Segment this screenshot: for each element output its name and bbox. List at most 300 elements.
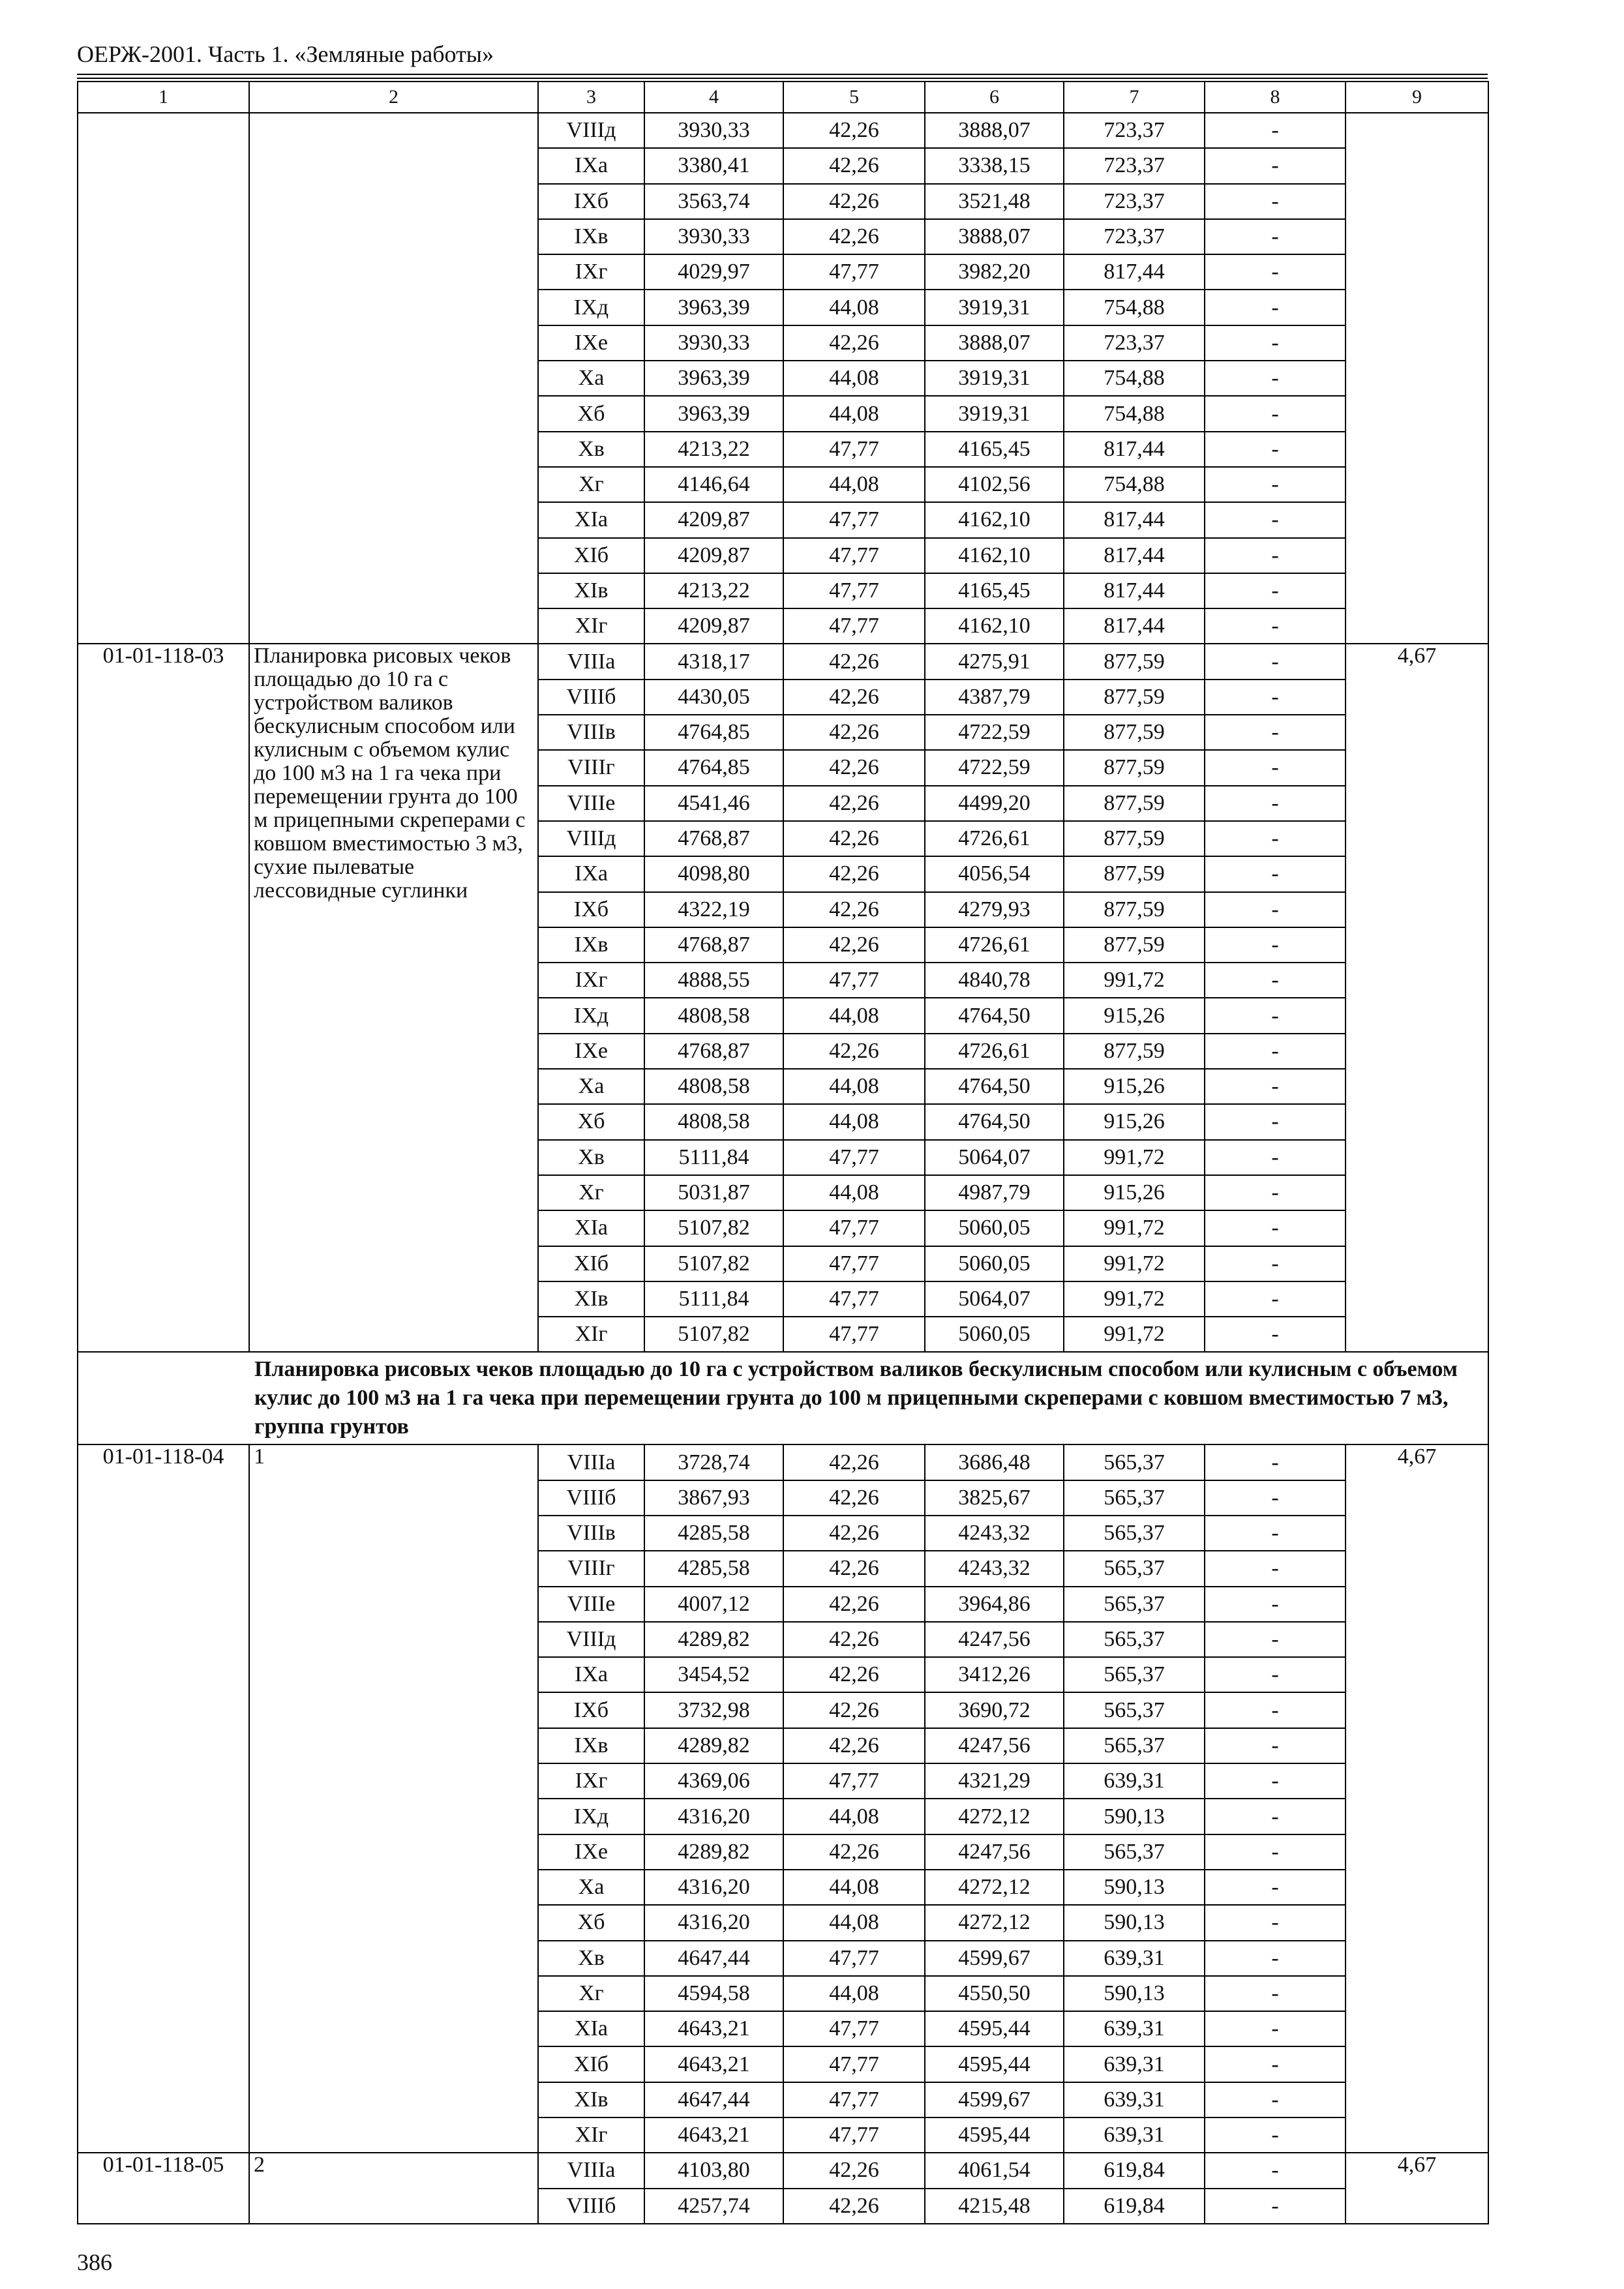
table-cell: 817,44 [1064, 502, 1205, 537]
rate-code [78, 113, 249, 644]
table-cell: Xг [538, 1175, 644, 1210]
table-cell: 42,26 [783, 1622, 925, 1657]
table-cell: 4215,48 [925, 2189, 1064, 2224]
table-cell: 877,59 [1064, 680, 1205, 715]
table-cell: - [1205, 1657, 1346, 1692]
table-cell: 565,37 [1064, 1516, 1205, 1551]
table-cell: 817,44 [1064, 254, 1205, 290]
column-header: 1 [78, 82, 249, 113]
table-cell: 42,26 [783, 1480, 925, 1516]
table-cell: XIб [538, 1246, 644, 1281]
table-cell: 42,26 [783, 325, 925, 361]
table-cell: 47,77 [783, 963, 925, 998]
table-cell: - [1205, 1728, 1346, 1763]
table-cell: 619,84 [1064, 2189, 1205, 2224]
table-cell: 4768,87 [644, 821, 783, 856]
document-header: ОЕРЖ-2001. Часть 1. «Земляные работы» [77, 41, 494, 67]
table-cell: - [1205, 1692, 1346, 1728]
table-cell: 47,77 [783, 1281, 925, 1317]
work-description [249, 113, 538, 644]
table-cell: - [1205, 113, 1346, 148]
table-cell: 915,26 [1064, 1104, 1205, 1139]
table-cell: 590,13 [1064, 1976, 1205, 2011]
table-cell: Xг [538, 1976, 644, 2011]
column-header: 7 [1064, 82, 1205, 113]
table-cell: 723,37 [1064, 148, 1205, 183]
table-cell: 565,37 [1064, 1692, 1205, 1728]
table-cell: 47,77 [783, 2117, 925, 2153]
table-cell: 4056,54 [925, 856, 1064, 891]
table-cell: 4764,50 [925, 998, 1064, 1033]
table-cell: 754,88 [1064, 290, 1205, 325]
table-cell: 4599,67 [925, 2082, 1064, 2117]
table-cell: 4768,87 [644, 1034, 783, 1069]
table-cell: 723,37 [1064, 325, 1205, 361]
table-cell: IXб [538, 892, 644, 927]
table-cell: IXд [538, 1799, 644, 1834]
table-cell: 5107,82 [644, 1246, 783, 1281]
table-cell: 4647,44 [644, 2082, 783, 2117]
table-cell: 44,08 [783, 396, 925, 431]
table-cell: - [1205, 892, 1346, 927]
table-cell: 4007,12 [644, 1587, 783, 1622]
table-cell: 877,59 [1064, 715, 1205, 750]
table-cell: - [1205, 254, 1346, 290]
table-cell: - [1205, 2153, 1346, 2188]
table-cell: 4387,79 [925, 680, 1064, 715]
table-cell: 42,26 [783, 1834, 925, 1870]
table-cell: - [1205, 1281, 1346, 1317]
table-cell: 991,72 [1064, 1140, 1205, 1175]
table-cell: 42,26 [783, 856, 925, 891]
table-cell: 4316,20 [644, 1870, 783, 1905]
column-header: 4 [644, 82, 783, 113]
column-header: 6 [925, 82, 1064, 113]
table-cell: VIIIг [538, 1551, 644, 1586]
table-cell: 42,26 [783, 786, 925, 821]
table-cell: 4318,17 [644, 644, 783, 679]
table-cell: 877,59 [1064, 644, 1205, 679]
table-cell: - [1205, 325, 1346, 361]
column-header: 3 [538, 82, 644, 113]
table-cell: 4289,82 [644, 1622, 783, 1657]
table-cell: 565,37 [1064, 1587, 1205, 1622]
table-cell: 590,13 [1064, 1799, 1205, 1834]
table-cell: 4888,55 [644, 963, 783, 998]
table-cell: 4247,56 [925, 1622, 1064, 1657]
table-cell: 3563,74 [644, 184, 783, 219]
table-cell: 4243,32 [925, 1516, 1064, 1551]
table-cell: IXб [538, 1692, 644, 1728]
table-row [78, 2153, 1488, 2188]
table-cell: 4098,80 [644, 856, 783, 891]
table-cell: Xа [538, 1870, 644, 1905]
table-cell: 5064,07 [925, 1140, 1064, 1175]
table-cell: IXв [538, 219, 644, 254]
table-cell: 565,37 [1064, 1657, 1205, 1692]
table-cell: 877,59 [1064, 856, 1205, 891]
table-cell: - [1205, 538, 1346, 573]
table-cell: 47,77 [783, 2082, 925, 2117]
section-title: Планировка рисовых чеков площадью до 10 га с устройством валиков бескулисным способом или кулисным с объемом кулис до 100 м3 на 1 га чека при перемещении грунта до 100 м прицепными скреперами с ковшом вместимостью 7 м3, группа грунтов [249, 1352, 1488, 1444]
table-cell: Xб [538, 396, 644, 431]
table-cell: 47,77 [783, 1763, 925, 1799]
table-cell: 4643,21 [644, 2046, 783, 2082]
coefficient-cell: 4,67 [1346, 1444, 1488, 2153]
column-header: 5 [783, 82, 925, 113]
table-cell: - [1205, 432, 1346, 467]
table-cell: 44,08 [783, 1905, 925, 1940]
table-cell: 44,08 [783, 998, 925, 1033]
column-header: 9 [1346, 82, 1488, 113]
table-cell: 565,37 [1064, 1622, 1205, 1657]
table-cell: 4272,12 [925, 1905, 1064, 1940]
table-cell: - [1205, 750, 1346, 785]
table-cell: VIIIб [538, 1480, 644, 1516]
table-cell: 3888,07 [925, 325, 1064, 361]
table-cell: 42,26 [783, 2153, 925, 2188]
table-cell: 991,72 [1064, 1210, 1205, 1246]
table-cell: 44,08 [783, 1104, 925, 1139]
table-cell: 565,37 [1064, 1551, 1205, 1586]
table-cell: 44,08 [783, 1069, 925, 1104]
table-cell: Xб [538, 1104, 644, 1139]
table-cell: 4061,54 [925, 2153, 1064, 2188]
table-cell: IXа [538, 1657, 644, 1692]
table-cell: 4726,61 [925, 821, 1064, 856]
table-cell: 47,77 [783, 432, 925, 467]
table-cell: XIг [538, 1317, 644, 1352]
column-header: 8 [1205, 82, 1346, 113]
table-cell: - [1205, 1587, 1346, 1622]
table-cell: - [1205, 502, 1346, 537]
table-cell: 42,26 [783, 1728, 925, 1763]
table-cell: 915,26 [1064, 1175, 1205, 1210]
table-cell: Xг [538, 467, 644, 502]
table-cell: - [1205, 467, 1346, 502]
table-cell: 42,26 [783, 1551, 925, 1586]
table-cell: 3930,33 [644, 113, 783, 148]
table-cell: IXд [538, 998, 644, 1033]
table-body [78, 82, 1488, 2224]
table-cell: - [1205, 1941, 1346, 1976]
table-cell: 3412,26 [925, 1657, 1064, 1692]
table-cell: 4808,58 [644, 1069, 783, 1104]
table-cell: IXб [538, 184, 644, 219]
table-cell: 877,59 [1064, 750, 1205, 785]
table-cell: 4209,87 [644, 502, 783, 537]
table-cell: 723,37 [1064, 113, 1205, 148]
table-cell: 3690,72 [925, 1692, 1064, 1728]
table-cell: VIIIа [538, 1444, 644, 1480]
table-cell: 44,08 [783, 1976, 925, 2011]
table-cell: 4243,32 [925, 1551, 1064, 1586]
work-description: 2 [249, 2153, 538, 2224]
table-cell: 4764,50 [925, 1104, 1064, 1139]
table-cell: 4162,10 [925, 608, 1064, 644]
table-cell: XIб [538, 2046, 644, 2082]
table-cell: 4321,29 [925, 1763, 1064, 1799]
table-cell: 4213,22 [644, 573, 783, 608]
table-cell: - [1205, 1905, 1346, 1940]
table-cell: 590,13 [1064, 1905, 1205, 1940]
work-description: 1 [249, 1444, 538, 2153]
table-cell: 44,08 [783, 1175, 925, 1210]
table-cell: - [1205, 1034, 1346, 1069]
table-cell: IXг [538, 1763, 644, 1799]
table-cell: 639,31 [1064, 2011, 1205, 2046]
table-cell: VIIIв [538, 1516, 644, 1551]
table-cell: 5060,05 [925, 1246, 1064, 1281]
table-cell: 639,31 [1064, 2117, 1205, 2153]
table-cell: 619,84 [1064, 2153, 1205, 2188]
table-cell: - [1205, 1069, 1346, 1104]
table-cell: 4322,19 [644, 892, 783, 927]
table-cell: VIIIе [538, 786, 644, 821]
table-cell: 3454,52 [644, 1657, 783, 1692]
table-cell: VIIIб [538, 2189, 644, 2224]
table-cell: - [1205, 608, 1346, 644]
table-cell: 4643,21 [644, 2117, 783, 2153]
rate-code: 01-01-118-05 [78, 2153, 249, 2224]
table-cell: 4289,82 [644, 1834, 783, 1870]
table-cell: 4257,74 [644, 2189, 783, 2224]
table-cell: - [1205, 2189, 1346, 2224]
table-cell: - [1205, 715, 1346, 750]
table-cell: Xв [538, 1941, 644, 1976]
table-cell: 877,59 [1064, 927, 1205, 963]
table-cell: - [1205, 821, 1346, 856]
table-cell: XIв [538, 573, 644, 608]
table-cell: 639,31 [1064, 1941, 1205, 1976]
table-cell: - [1205, 1444, 1346, 1480]
table-cell: VIIIд [538, 1622, 644, 1657]
table-cell: 42,26 [783, 113, 925, 148]
table-cell: 42,26 [783, 750, 925, 785]
table-cell: - [1205, 361, 1346, 396]
work-description: Планировка рисовых чеков площадью до 10 га с устройством валиков бескулисным способом или кулисным с объемом кулис до 100 м3 на 1 га чека при перемещении грунта до 100 м прицепными скреперами с ковшом вместимостью 3 м3, сухие пылеватые лессовидные суглинки [249, 644, 538, 1352]
table-cell: 3930,33 [644, 325, 783, 361]
table-cell: 5111,84 [644, 1140, 783, 1175]
table-cell: 991,72 [1064, 1317, 1205, 1352]
table-cell: 4595,44 [925, 2117, 1064, 2153]
table-cell: - [1205, 573, 1346, 608]
table-cell: 4764,50 [925, 1069, 1064, 1104]
table-cell: 915,26 [1064, 998, 1205, 1033]
coefficient-cell: 4,67 [1346, 2153, 1488, 2224]
table-cell: 565,37 [1064, 1728, 1205, 1763]
table-cell: - [1205, 680, 1346, 715]
rate-code: 01-01-118-04 [78, 1444, 249, 2153]
table-cell: VIIIв [538, 715, 644, 750]
table-cell: 42,26 [783, 821, 925, 856]
table-cell: 4550,50 [925, 1976, 1064, 2011]
table-cell: 42,26 [783, 219, 925, 254]
table-cell: 590,13 [1064, 1870, 1205, 1905]
table-cell: 44,08 [783, 467, 925, 502]
rates-table [77, 81, 1489, 2224]
table-cell: 42,26 [783, 1444, 925, 1480]
table-cell: - [1205, 1104, 1346, 1139]
table-cell: 3888,07 [925, 219, 1064, 254]
table-cell: - [1205, 1140, 1346, 1175]
table-cell: 4289,82 [644, 1728, 783, 1763]
table-cell: 817,44 [1064, 432, 1205, 467]
table-cell: 47,77 [783, 2046, 925, 2082]
table-cell: - [1205, 290, 1346, 325]
table-cell: 4165,45 [925, 573, 1064, 608]
table-cell: Xа [538, 1069, 644, 1104]
table-cell: - [1205, 1516, 1346, 1551]
table-cell: 4768,87 [644, 927, 783, 963]
table-cell: 3930,33 [644, 219, 783, 254]
table-cell: IXв [538, 1728, 644, 1763]
table-cell: XIа [538, 1210, 644, 1246]
table-cell: Xв [538, 1140, 644, 1175]
table-cell: 4764,85 [644, 715, 783, 750]
table-cell: 565,37 [1064, 1834, 1205, 1870]
table-cell: 4213,22 [644, 432, 783, 467]
table-cell: - [1205, 1834, 1346, 1870]
table-cell: 4647,44 [644, 1941, 783, 1976]
table-cell: 877,59 [1064, 821, 1205, 856]
table-cell: - [1205, 1480, 1346, 1516]
table-cell: 42,26 [783, 927, 925, 963]
table-cell: 4285,58 [644, 1551, 783, 1586]
table-cell: - [1205, 1976, 1346, 2011]
table-cell: 4599,67 [925, 1941, 1064, 1976]
table-cell: 3521,48 [925, 184, 1064, 219]
table-cell: 4430,05 [644, 680, 783, 715]
table-cell: 44,08 [783, 1799, 925, 1834]
table-cell: 4595,44 [925, 2011, 1064, 2046]
table-cell: 42,26 [783, 148, 925, 183]
table-cell: 42,26 [783, 680, 925, 715]
table-cell: 5031,87 [644, 1175, 783, 1210]
coefficient-cell [1346, 113, 1488, 644]
table-cell: 42,26 [783, 892, 925, 927]
table-cell: 47,77 [783, 1210, 925, 1246]
rate-code: 01-01-118-03 [78, 644, 249, 1352]
table-cell: - [1205, 1622, 1346, 1657]
table-cell: 915,26 [1064, 1069, 1205, 1104]
table-cell: 42,26 [783, 184, 925, 219]
table-cell: 565,37 [1064, 1444, 1205, 1480]
table-cell: 42,26 [783, 1587, 925, 1622]
table-cell: XIб [538, 538, 644, 573]
table-cell: 5060,05 [925, 1210, 1064, 1246]
table-cell: IXг [538, 254, 644, 290]
table-cell: XIг [538, 608, 644, 644]
table-cell: 817,44 [1064, 538, 1205, 573]
table-cell: - [1205, 1246, 1346, 1281]
table-cell: - [1205, 1799, 1346, 1834]
table-cell: - [1205, 856, 1346, 891]
table-cell: 42,26 [783, 715, 925, 750]
table-cell: 3963,39 [644, 361, 783, 396]
table-cell: 4279,93 [925, 892, 1064, 927]
table-cell: VIIIа [538, 644, 644, 679]
table-cell: - [1205, 1317, 1346, 1352]
table-cell: 5107,82 [644, 1210, 783, 1246]
table-cell: 5107,82 [644, 1317, 783, 1352]
table-cell: 4247,56 [925, 1728, 1064, 1763]
table-cell: 3919,31 [925, 396, 1064, 431]
header-rule-double [77, 78, 1488, 79]
table-cell: 42,26 [783, 1692, 925, 1728]
table-cell: - [1205, 2011, 1346, 2046]
table-cell: Xв [538, 432, 644, 467]
table-cell: 47,77 [783, 1317, 925, 1352]
table-cell: 5060,05 [925, 1317, 1064, 1352]
table-cell: 47,77 [783, 608, 925, 644]
table-cell: 723,37 [1064, 184, 1205, 219]
table-cell: 4103,80 [644, 2153, 783, 2188]
table-cell: 817,44 [1064, 573, 1205, 608]
table-cell: 4369,06 [644, 1763, 783, 1799]
table-cell: 877,59 [1064, 1034, 1205, 1069]
table-cell: 754,88 [1064, 396, 1205, 431]
table-cell: 4209,87 [644, 538, 783, 573]
table-cell: 3728,74 [644, 1444, 783, 1480]
table-cell: IXа [538, 148, 644, 183]
table-cell: 47,77 [783, 2011, 925, 2046]
header-rule [77, 74, 1488, 75]
table-cell: 639,31 [1064, 1763, 1205, 1799]
table-cell: VIIIе [538, 1587, 644, 1622]
table-cell: IXе [538, 1834, 644, 1870]
table-cell: 4808,58 [644, 1104, 783, 1139]
table-cell: IXе [538, 325, 644, 361]
table-cell: 991,72 [1064, 1246, 1205, 1281]
column-header: 2 [249, 82, 538, 113]
table-cell: 3380,41 [644, 148, 783, 183]
section-spacer [78, 1352, 249, 1444]
table-cell: - [1205, 2046, 1346, 2082]
table-row [78, 113, 1488, 148]
table-cell: VIIIб [538, 680, 644, 715]
table-cell: XIа [538, 502, 644, 537]
column-header-row [78, 82, 1488, 113]
table-row [78, 1444, 1488, 1480]
table-cell: 4764,85 [644, 750, 783, 785]
table-cell: - [1205, 2117, 1346, 2153]
table-cell: 5064,07 [925, 1281, 1064, 1317]
table-cell: - [1205, 1210, 1346, 1246]
section-header-row [78, 1352, 1488, 1444]
table-cell: 44,08 [783, 361, 925, 396]
table-cell: 3825,67 [925, 1480, 1064, 1516]
table-cell: 47,77 [783, 1246, 925, 1281]
table-cell: 47,77 [783, 502, 925, 537]
table-cell: 4162,10 [925, 538, 1064, 573]
table-cell: 4316,20 [644, 1799, 783, 1834]
table-cell: 754,88 [1064, 361, 1205, 396]
table-cell: 4029,97 [644, 254, 783, 290]
table-cell: 4726,61 [925, 1034, 1064, 1069]
table-cell: 3888,07 [925, 113, 1064, 148]
table-cell: 4209,87 [644, 608, 783, 644]
table-cell: VIIIд [538, 821, 644, 856]
table-cell: VIIIг [538, 750, 644, 785]
table-cell: 3686,48 [925, 1444, 1064, 1480]
table-cell: - [1205, 786, 1346, 821]
table-cell: VIIIд [538, 113, 644, 148]
table-cell: 47,77 [783, 1941, 925, 1976]
table-cell: XIг [538, 2117, 644, 2153]
table-cell: 4643,21 [644, 2011, 783, 2046]
table-cell: - [1205, 2082, 1346, 2117]
